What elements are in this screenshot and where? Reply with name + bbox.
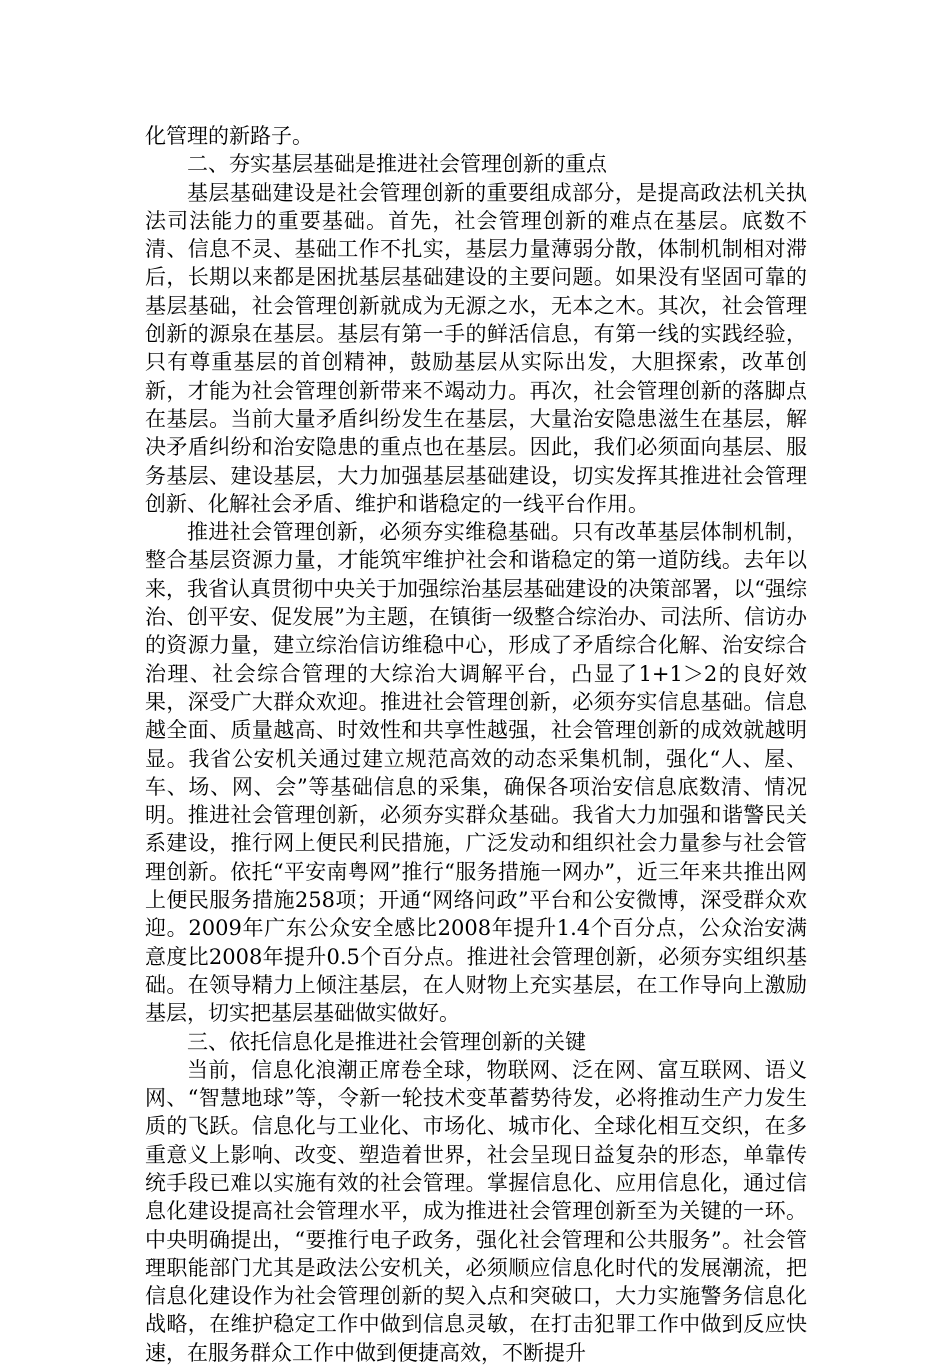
paragraph-continuation: 化管理的新路子。 (145, 124, 313, 148)
body-paragraph: 推进社会管理创新，必须夯实维稳基础。只有改革基层体制机制，整合基层资源力量，才能筑牢维护社会和谐稳定的第一道防线。去年以来，我省认真贯彻中央关于加强综治基层基础建设的决策部署，以“强综治、创平安、促发展”为主题，在镇街一级整合综治办、司法所、信访办的资源力量，建立综治信访维稳中心，形成了矛盾综合化解、治安综合治理、社会综合管理的大综治大调解平台，凸显了1+1＞2的良好效果，深受广大群众欢迎。推进社会管理创新，必须夯实信息基础。信息越全面、质量越高、时效性和共享性越强，社会管理创新的成效就越明显。我省公安机关通过建立规范高效的动态采集机制，强化“人、屋、车、场、网、会”等基础信息的采集，确保各项治安信息底数清、情况明。推进社会管理创新，必须夯实群众基础。我省大力加强和谐警民关系建设，推行网上便民利民措施，广泛发动和组织社会力量参与社会管理创新。依托“平安南粤网”推行“服务措施一网办”，近三年来共推出网上便民服务措施258项；开通“网络问政”平台和公安微博，深受群众欢迎。2009年广东公众安全感比2008年提升1.4个百分点，公众治安满意度比2008年提升0.5个百分点。推进社会管理创新，必须夯实组织基础。在领导精力上倾注基层，在人财物上充实基层，在工作导向上激励基层，切实把基层基础做实做好。 (145, 520, 807, 1026)
document-page (145, 122, 807, 1367)
body-paragraph: 基层基础建设是社会管理创新的重要组成部分，是提高政法机关执法司法能力的重要基础。首先，社会管理创新的难点在基层。底数不清、信息不灵、基础工作不扎实，基层力量薄弱分散，体制机制相对滞后，长期以来都是困扰基层基础建设的主要问题。如果没有坚固可靠的基层基础，社会管理创新就成为无源之水，无本之木。其次，社会管理创新的源泉在基层。基层有第一手的鲜活信息，有第一线的实践经验，只有尊重基层的首创精神，鼓励基层从实际出发，大胆探索，改革创新，才能为社会管理创新带来不竭动力。再次，社会管理创新的落脚点在基层。当前大量矛盾纠纷发生在基层，大量治安隐患滋生在基层，解决矛盾纠纷和治安隐患的重点也在基层。因此，我们必须面向基层、服务基层、建设基层，大力加强基层基础建设，切实发挥其推进社会管理创新、化解社会矛盾、维护和谐稳定的一线平台作用。 (145, 180, 807, 516)
section-heading-3: 三、依托信息化是推进社会管理创新的关键 (187, 1029, 586, 1054)
body-paragraph: 当前，信息化浪潮正席卷全球，物联网、泛在网、富互联网、语义网、“智慧地球”等，令新一轮技术变革蓄势待发，必将推动生产力发生质的飞跃。信息化与工业化、市场化、城市化、全球化相互交织，在多重意义上影响、改变、塑造着世界，社会呈现日益复杂的形态，单靠传统手段已难以实施有效的社会管理。掌握信息化、应用信息化，通过信息化建设提高社会管理水平，成为推进社会管理创新至为关键的一环。中央明确提出，“要推行电子政务，强化社会管理和公共服务”。社会管理职能部门尤其是政法公安机关，必须顺应信息化时代的发展潮流，把信息化建设作为社会管理创新的契入点和突破口，大力实施警务信息化战略，在维护稳定工作中做到信息灵敏，在打击犯罪工作中做到反应快速，在服务群众工作中做到便捷高效，不断提升 (145, 1057, 807, 1365)
section-heading-2: 二、夯实基层基础是推进社会管理创新的重点 (187, 152, 607, 177)
